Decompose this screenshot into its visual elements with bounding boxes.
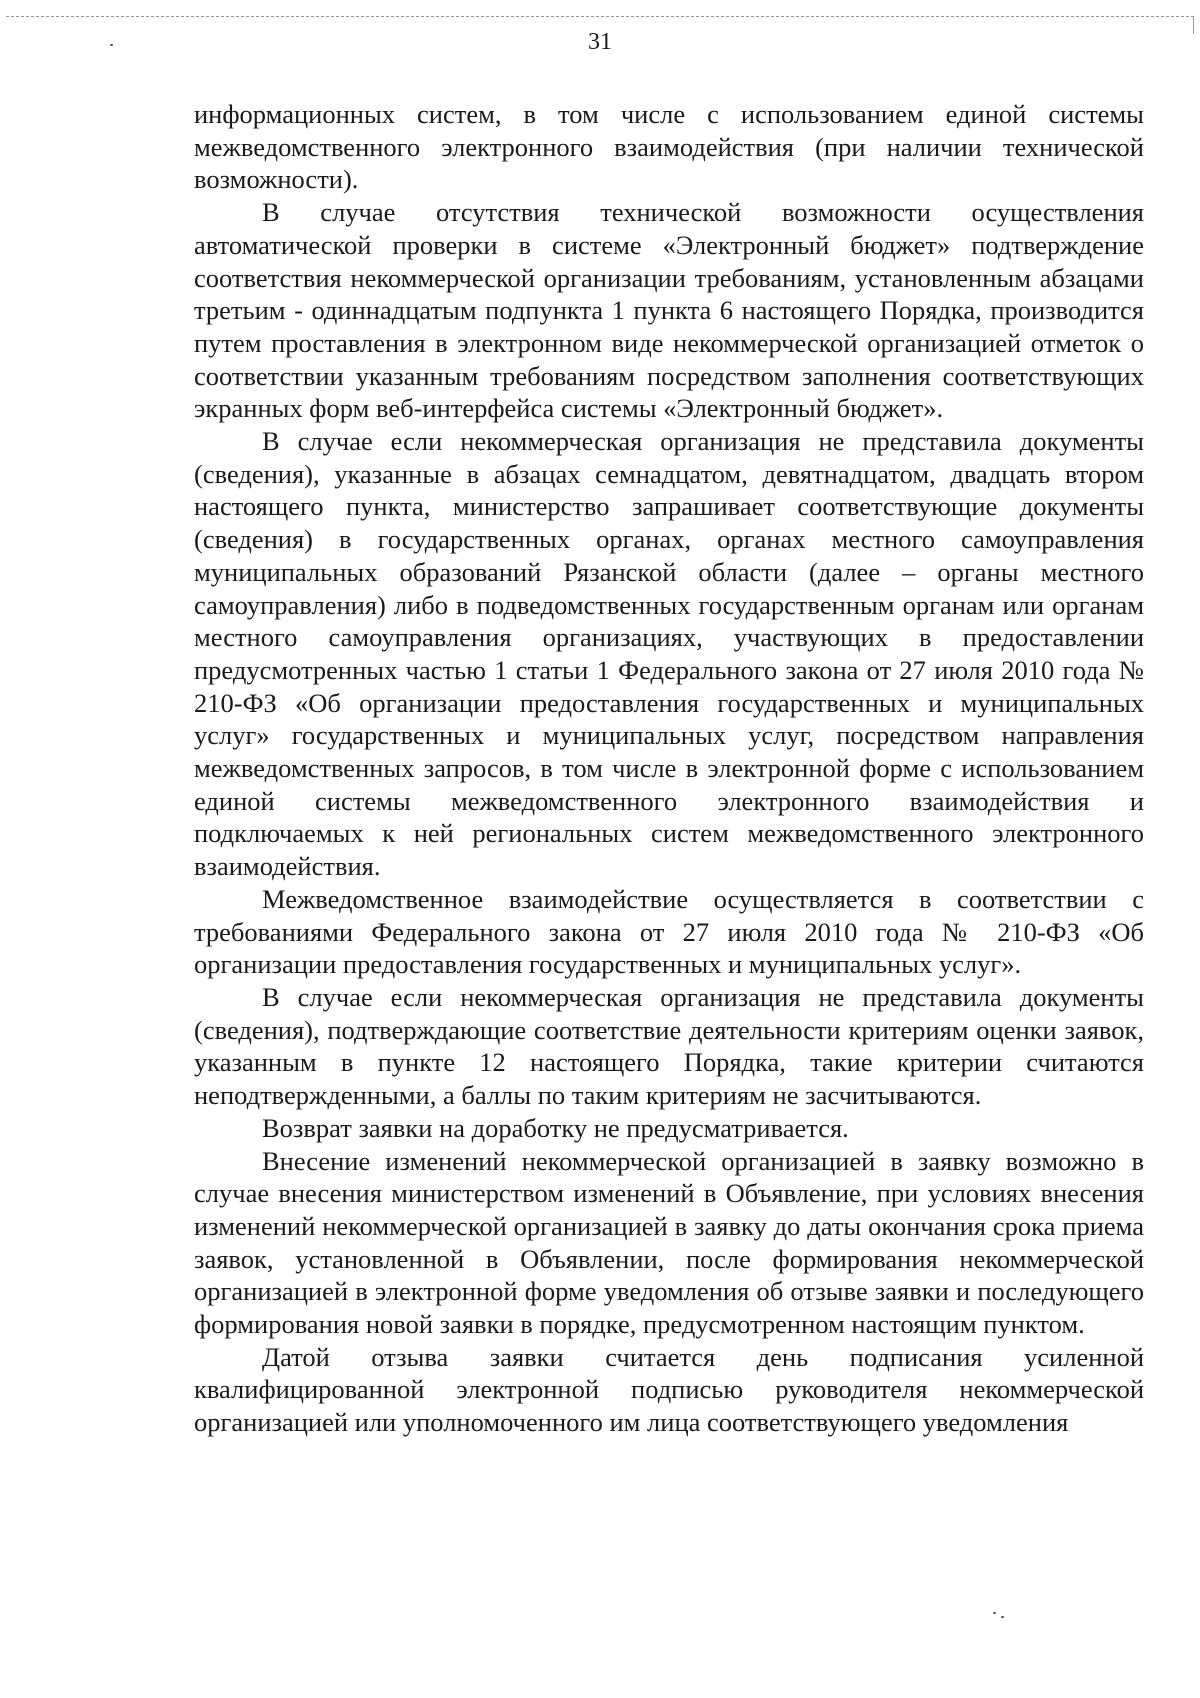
paragraph: Внесение изменений некоммерческой организацией в заявку возможно в случае внесения министерством изменений в Объявление, при условиях внесения изменений некоммерческой организацией в заявку до даты окончания срока приема заявок, установленной в Объявлении, после формирования некоммерческой организацией в электронной форме уведомления об отзыве заявки и последующего формирования новой заявки в порядке, предусмотренном настоящим пунктом.	[194, 1145, 1144, 1340]
scan-speck	[110, 44, 113, 46]
scan-top-edge	[6, 16, 1194, 17]
document-body	[194, 98, 1144, 1439]
scan-speck	[1001, 1616, 1004, 1618]
scan-speck	[993, 1612, 996, 1614]
paragraph: В случае отсутствия технической возможности осуществления автоматической проверки в системе «Электронный бюджет» подтверждение соответствия некоммерческой организации требованиям, установленным абзацами третьим - одиннадцатым подпункта 1 пункта 6 настоящего Порядка, производится путем проставления в электронном виде некоммерческой организацией отметок о соответствии указанным требованиям посредством заполнения соответствующих экранных форм веб-интерфейса системы «Электронный бюджет».	[194, 197, 1144, 424]
paragraph: В случае если некоммерческая организация не представила документы (сведения), указанные в абзацах семнадцатом, девятнадцатом, двадцать втором настоящего пункта, министерство запрашивает соответствующие документы (сведения) в государственных органах, органах местного самоуправления муниципальных образований Рязанской области (далее – органы местного самоуправления) либо в подведомственных государственным органам или органам местного самоуправления организациях, участвующих в предоставлении предусмотренных частью 1 статьи 1 Федерального закона от 27 июля 2010 года № 210-ФЗ «Об организации предоставления государственных и муниципальных услуг» государственных и муниципальных услуг, посредством направления межведомственных запросов, в том числе в электронной форме с использованием единой системы межведомственного электронного взаимодействия и подключаемых к ней региональных систем межведомственного электронного взаимодействия.	[194, 426, 1144, 882]
paragraph: Межведомственное взаимодействие осуществляется в соответствии с требованиями Федерального закона от 27 июля 2010 года № 210-ФЗ «Об организации предоставления государственных и муниципальных услуг».	[194, 883, 1144, 980]
paragraph: Датой отзыва заявки считается день подписания усиленной квалифицированной электронной подписью руководителя некоммерческой организацией или уполномоченного им лица соответствующего уведомления	[194, 1341, 1144, 1438]
paragraph: В случае если некоммерческая организация не представила документы (сведения), подтверждающие соответствие деятельности критериям оценки заявок, указанным в пункте 12 настоящего Порядка, такие критерии считаются неподтвержденными, а баллы по таким критериям не засчитываются.	[194, 981, 1144, 1111]
page-number: 31	[588, 29, 612, 55]
paragraph: Возврат заявки на доработку не предусматривается.	[262, 1112, 849, 1143]
paragraph: информационных систем, в том числе с использованием единой системы межведомственного электронного взаимодействия (при наличии технической возможности).	[194, 99, 1144, 195]
